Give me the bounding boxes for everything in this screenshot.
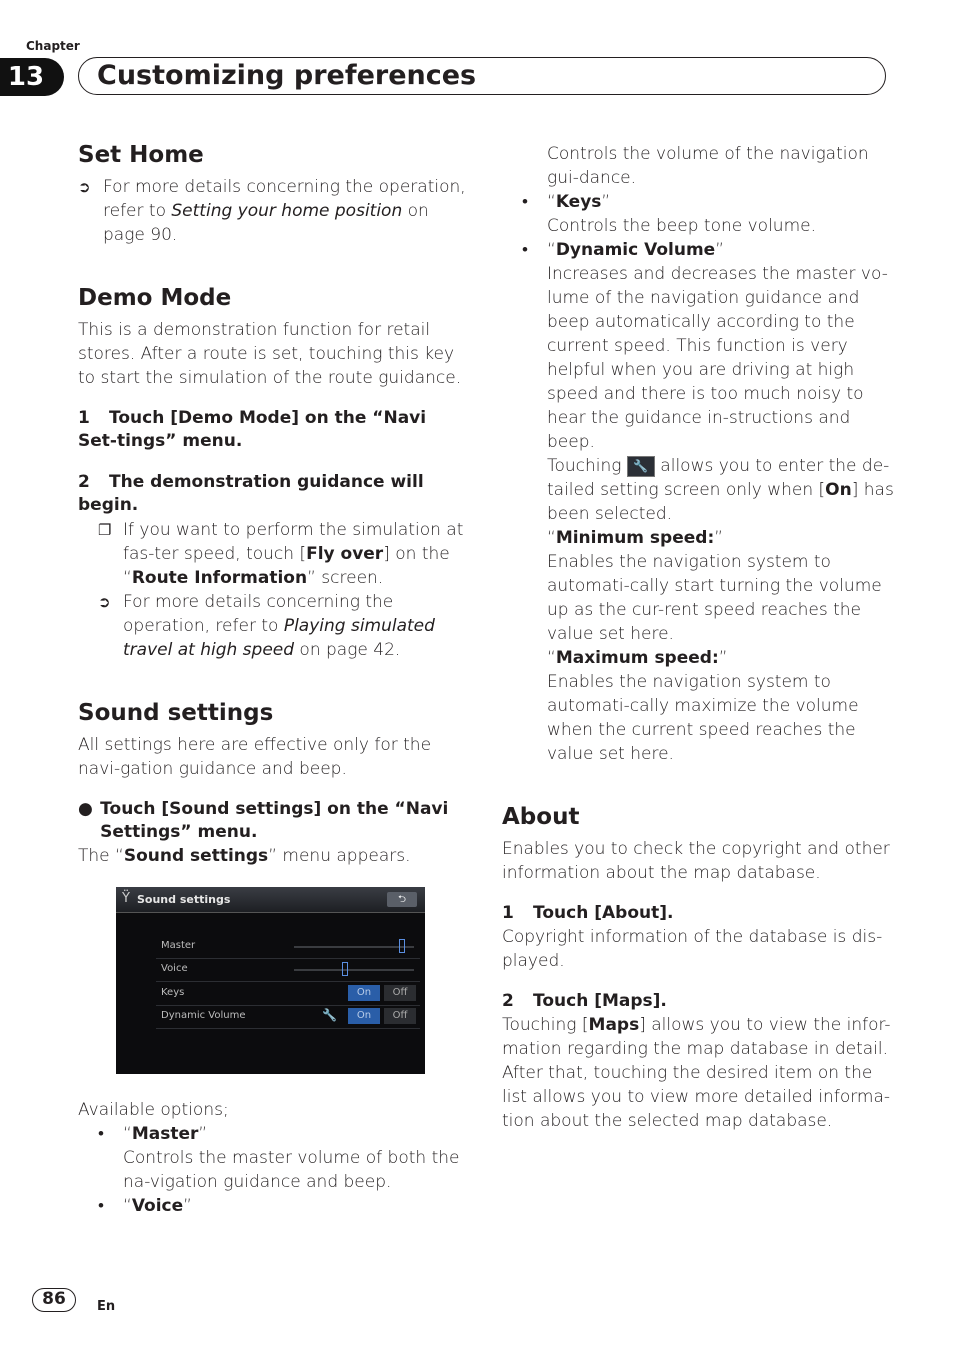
option-master: • “Master”: [98, 1124, 208, 1144]
chapter-number: 13: [0, 58, 64, 96]
screenshot-row-master[interactable]: Master: [156, 935, 420, 959]
master-slider[interactable]: [294, 946, 414, 948]
sound-settings-heading: Sound settings: [78, 700, 274, 726]
option-voice: • “Voice”: [98, 1196, 192, 1216]
option-voice-desc: Controls the volume of the navigation gui-dance.: [547, 144, 869, 188]
option-dynamic-touch: Touching 🔧 allows you to enter the de-tailed setting screen only when [On] has been selected.: [547, 456, 894, 524]
master-slider-knob[interactable]: [399, 939, 405, 953]
min-speed-desc: Enables the navigation system to automati-cally start turning the volume up as the cur-rent speed reaches the value set here.: [547, 552, 882, 644]
about-step-1-desc: Copyright information of the database is dis-played.: [502, 927, 883, 971]
min-speed-label: “Minimum speed:”: [547, 528, 724, 548]
right-column: [502, 142, 894, 1133]
screenshot-row-keys[interactable]: Keys On Off: [156, 982, 420, 1006]
checkbox-icon: ❐: [98, 521, 112, 539]
keys-on-button[interactable]: On: [348, 985, 380, 1001]
set-home-note: ➲ For more details concerning the operation, refer to Setting your home position on page 90.: [78, 177, 466, 245]
back-arrow-icon[interactable]: ⮌: [387, 892, 417, 907]
voice-slider-knob[interactable]: [342, 962, 348, 976]
sound-settings-intro: All settings here are effective only for the navi-gation guidance and beep.: [78, 735, 432, 779]
demo-note: ➲ For more details concerning the operation, refer to Playing simulated travel at high speed on page 42.: [98, 592, 435, 660]
option-keys-desc: Controls the beep tone volume.: [547, 216, 817, 236]
demo-mode-intro: This is a demonstration function for retail stores. After a route is set, touching this key to start the simulation of the route guidance.: [78, 320, 462, 388]
sound-step: ● Touch [Sound settings] on the “Navi Settings” menu.: [78, 799, 449, 842]
option-master-desc: Controls the master volume of both the na-vigation guidance and beep.: [123, 1148, 460, 1192]
about-heading: About: [502, 804, 580, 830]
demo-step-2: 2 The demonstration guidance will begin.: [78, 472, 424, 515]
screenshot-row-dynamic-volume[interactable]: Dynamic Volume 🔧 On Off: [156, 1005, 420, 1029]
demo-step-1: 1 Touch [Demo Mode] on the “Navi Set-tings” menu.: [78, 408, 427, 451]
screenshot-header: [116, 887, 425, 913]
dot-bullet: ●: [78, 799, 93, 819]
set-home-link[interactable]: Setting your home position: [171, 201, 403, 221]
page-number: 86: [32, 1288, 76, 1312]
dynamic-off-button[interactable]: Off: [384, 1008, 416, 1024]
set-home-heading: Set Home: [78, 142, 204, 168]
demo-note-link[interactable]: Playing simulated travel at high speed: [123, 616, 435, 660]
language-label: En: [97, 1299, 116, 1314]
about-step-2: 2 Touch [Maps].: [502, 991, 667, 1011]
about-step-2-desc: Touching [Maps] allows you to view the infor-mation regarding the map database in detail. After that, touching the desired item on the list allows you to view more detailed informa-tion about the selected map database.: [502, 1015, 891, 1131]
max-speed-label: “Maximum speed:”: [547, 648, 728, 668]
option-keys: • “Keys”: [522, 192, 611, 212]
about-intro: Enables you to check the copyright and other information about the map database.: [502, 839, 890, 883]
voice-slider[interactable]: [294, 969, 414, 971]
screenshot-title: Sound settings: [137, 893, 231, 906]
keys-off-button[interactable]: Off: [384, 985, 416, 1001]
demo-mode-heading: Demo Mode: [78, 285, 232, 311]
demo-tip: ❐ If you want to perform the simulation at fas-ter speed, touch [Fly over] on the “Route Information” screen.: [98, 520, 464, 588]
option-dynamic-desc: Increases and decreases the master vo-lume of the navigation guidance and beep automatically according to the current speed. This function is very helpful when you are driving at high speed and there is too much noisy to hear the guidance in-structions and beep.: [547, 264, 888, 452]
sound-settings-screenshot: [116, 887, 425, 1074]
option-dynamic-volume: • “Dynamic Volume”: [522, 240, 725, 260]
wrench-icon[interactable]: 🔧: [627, 456, 655, 477]
screenshot-row-voice[interactable]: Voice: [156, 958, 420, 982]
left-column: [78, 140, 466, 868]
chapter-title: Customizing preferences: [97, 60, 477, 91]
tuning-fork-icon: Ϋ: [122, 891, 130, 906]
chapter-label: Chapter: [26, 39, 80, 53]
about-step-1: 1 Touch [About].: [502, 903, 674, 923]
options-block: [78, 1098, 466, 1218]
dynamic-on-button[interactable]: On: [348, 1008, 380, 1024]
arrow-icon: ➲: [78, 178, 91, 196]
sound-step-result: The “Sound settings” menu appears.: [78, 846, 411, 866]
max-speed-desc: Enables the navigation system to automati-cally maximize the volume when the current speed reaches the value set here.: [547, 672, 859, 764]
options-label: Available options;: [78, 1100, 229, 1120]
arrow-icon: ➲: [98, 593, 111, 611]
wrench-icon[interactable]: 🔧: [322, 1008, 337, 1022]
